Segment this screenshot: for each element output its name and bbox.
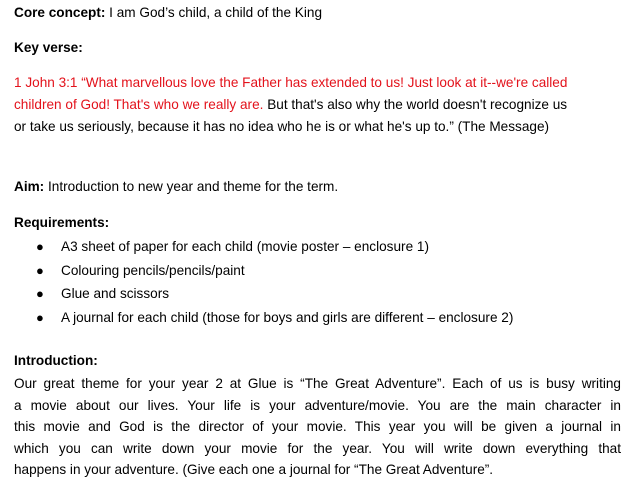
bullet-icon: ● — [36, 262, 44, 278]
key-verse-line-3: or take us seriously, because it has no idea who he is or what he's up to.” (The Message) — [14, 119, 550, 134]
requirements-list — [14, 235, 621, 329]
key-verse-red-part: children of God! That's who we really are. — [14, 97, 264, 112]
core-concept-label: Core concept: — [14, 5, 106, 20]
aim-label: Aim: — [14, 179, 45, 194]
key-verse-text — [14, 72, 621, 138]
requirements-label: Requirements: — [14, 215, 110, 230]
bullet-icon: ● — [36, 239, 44, 254]
aim-line — [14, 176, 621, 198]
list-item-text: Glue and scissors — [61, 286, 170, 301]
aim-text: Introduction to new year and theme for the term. — [44, 179, 339, 194]
key-verse-line-1: 1 John 3:1 “What marvellous love the Father has extended to us! Just look at it--we're called — [14, 75, 568, 90]
bullet-icon: ● — [36, 309, 44, 325]
key-verse-label: Key verse: — [14, 40, 83, 55]
introduction-line: a movie about our lives. Your life is your adventure/movie. You are the main character in — [14, 397, 621, 413]
key-verse-line-2 — [14, 94, 621, 116]
core-concept-line — [14, 2, 621, 24]
introduction-label: Introduction: — [14, 353, 98, 368]
list-item-text: A3 sheet of paper for each child (movie poster – enclosure 1) — [61, 239, 429, 254]
introduction-line: happens in your adventure. (Give each one a journal for “The Great Adventure”. — [14, 462, 494, 477]
introduction-line: Our great theme for your year 2 at Glue is “The Great Adventure”. Each of us is busy writing — [14, 376, 621, 391]
list-item — [14, 259, 621, 283]
key-verse-line-2-rest: But that's also why the world doesn't recognize us — [263, 97, 568, 112]
list-item-text: A journal for each child (those for boys and girls are different – enclosure 2) — [61, 309, 514, 325]
list-item — [14, 306, 621, 330]
list-item-text: Colouring pencils/pencils/paint — [61, 262, 245, 278]
introduction-paragraph — [14, 373, 621, 481]
introduction-line: this movie and God is the director of your movie. This year you will be given a journal in — [14, 419, 621, 434]
introduction-line: which you can write down your movie for the year. You will write down everything that — [14, 440, 621, 456]
bullet-icon: ● — [36, 286, 44, 301]
core-concept-text: I am God’s child, a child of the King — [105, 5, 323, 20]
list-item — [14, 235, 621, 259]
list-item — [14, 282, 621, 306]
